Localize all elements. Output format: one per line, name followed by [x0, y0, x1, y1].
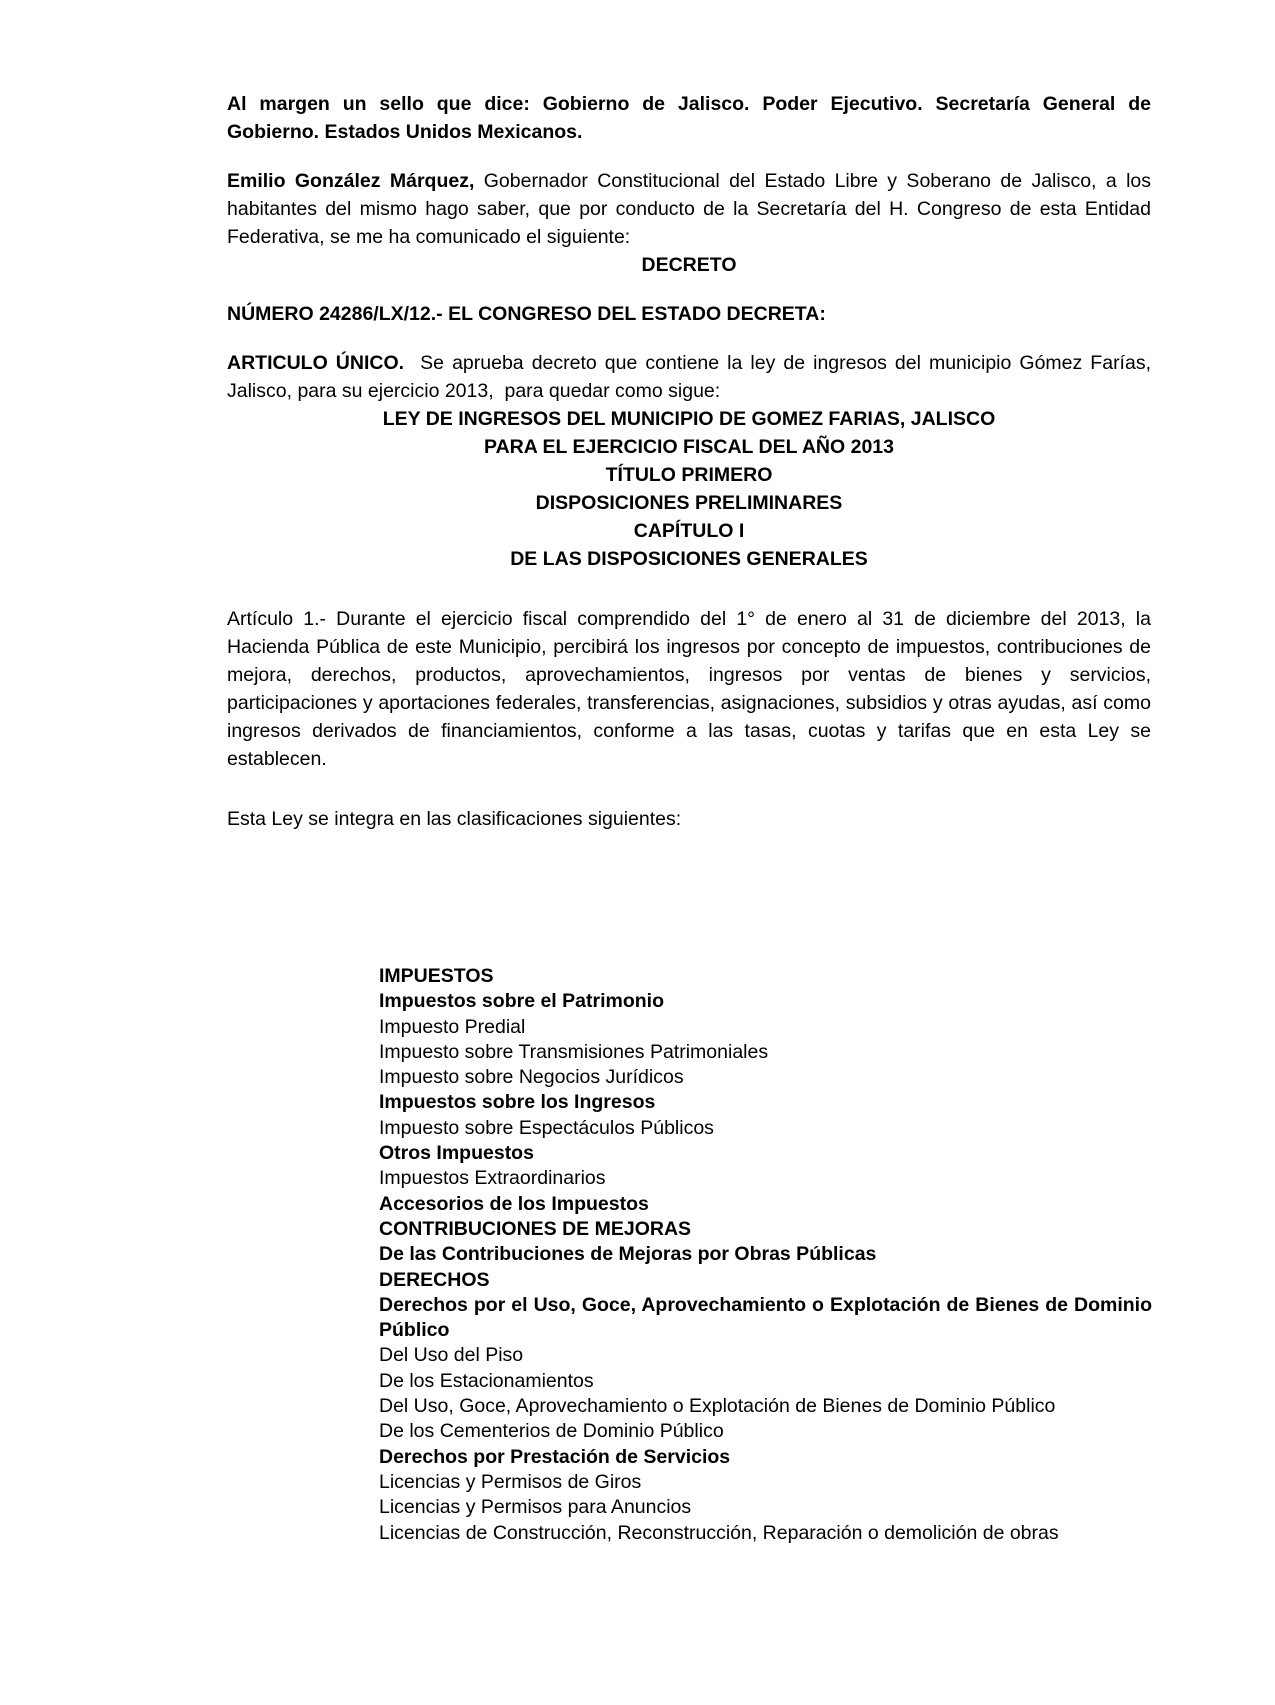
classification-heading: DERECHOS: [379, 1268, 490, 1291]
classification-heading: De las Contribuciones de Mejoras por Obras Públicas: [379, 1243, 877, 1266]
governor-text: Gobernador Constitucional del Estado Libre y Soberano de Jalisco, a los habitantes del mismo hago saber, que por conducto de la Secretaría del H. Congreso de esta Entidad Federativa, se me ha comunicado el siguiente:: [227, 170, 1151, 248]
classification-list: [379, 964, 1152, 1546]
classification-heading: Impuestos sobre el Patrimonio: [379, 990, 664, 1013]
classification-heading: Accesorios de los Impuestos: [379, 1192, 649, 1215]
article-1: Artículo 1.- Durante el ejercicio fiscal comprendido del 1° de enero al 31 de diciembre del 2013, la Hacienda Pública de este Municipio, percibirá los ingresos por concepto de impuestos, contribuciones de mejora, derechos, productos, aprovechamientos, ingresos por ventas de bienes y servicios, participaciones y aportaciones federales, transferencias, asignaciones, subsidios y otras ayudas, así como ingresos derivados de financiamientos, conforme a las tasas, cuotas y tarifas que en esta Ley se establecen.: [227, 608, 1151, 770]
titulo-line2: DISPOSICIONES PRELIMINARES: [535, 492, 843, 514]
classification-item: Impuesto sobre Negocios Jurídicos: [379, 1066, 684, 1089]
governor-name: Emilio González Márquez,: [227, 170, 475, 192]
classification-heading: Derechos por Prestación de Servicios: [379, 1445, 731, 1468]
governor-paragraph: [227, 167, 1151, 251]
document-page: [227, 90, 1162, 833]
seal-note: Al margen un sello que dice: Gobierno de Jalisco. Poder Ejecutivo. Secretaría General de Gobierno. Estados Unidos Mexicanos.: [227, 93, 1151, 143]
capitulo-heading: [227, 517, 1151, 573]
classification-heading: Impuestos sobre los Ingresos: [379, 1091, 656, 1114]
law-title-line2: PARA EL EJERCICIO FISCAL DEL AÑO 2013: [484, 436, 894, 458]
capitulo-line1: CAPÍTULO I: [633, 520, 745, 542]
article-unico-text: Se aprueba decreto que contiene la ley de ingresos del municipio Gómez Farías, Jalisco, para su ejercicio 2013, para quedar como sigue:: [227, 352, 1162, 402]
capitulo-line2: DE LAS DISPOSICIONES GENERALES: [510, 548, 868, 570]
classification-item: Impuestos Extraordinarios: [379, 1167, 606, 1190]
classification-item: Impuesto sobre Transmisiones Patrimoniales: [379, 1040, 769, 1063]
titulo-line1: TÍTULO PRIMERO: [605, 464, 773, 486]
classification-item: Licencias y Permisos para Anuncios: [379, 1496, 692, 1519]
classification-item: Licencias de Construcción, Reconstrucción, Reparación o demolición de obras: [379, 1521, 1059, 1544]
classification-item: De los Estacionamientos: [379, 1369, 594, 1392]
decree-title: DECRETO: [641, 254, 737, 276]
decree-number: NÚMERO 24286/LX/12.- EL CONGRESO DEL ESTADO DECRETA:: [227, 303, 826, 325]
classification-item: Del Uso del Piso: [379, 1344, 524, 1367]
article-unico: [227, 349, 1162, 405]
law-title-line1: LEY DE INGRESOS DEL MUNICIPIO DE GOMEZ FARIAS, JALISCO: [382, 408, 996, 430]
classification-heading: Derechos por el Uso, Goce, Aprovechamiento o Explotación de Bienes de Dominio Público: [379, 1293, 1152, 1342]
classification-intro: Esta Ley se integra en las clasificaciones siguientes:: [227, 808, 682, 830]
classification-item: Impuesto Predial: [379, 1015, 526, 1038]
classification-heading: IMPUESTOS: [379, 965, 494, 987]
classification-item: De los Cementerios de Dominio Público: [379, 1420, 724, 1443]
classification-item: Impuesto sobre Espectáculos Públicos: [379, 1116, 714, 1139]
classification-item: Licencias y Permisos de Giros: [379, 1470, 642, 1493]
law-title: [227, 405, 1151, 461]
classification-heading: Otros Impuestos: [379, 1142, 534, 1165]
titulo-heading: [227, 461, 1151, 517]
classification-item: Del Uso, Goce, Aprovechamiento o Explotación de Bienes de Dominio Público: [379, 1395, 1056, 1418]
classification-heading: CONTRIBUCIONES DE MEJORAS: [379, 1217, 692, 1240]
article-unico-label: ARTICULO ÚNICO.: [227, 352, 405, 374]
